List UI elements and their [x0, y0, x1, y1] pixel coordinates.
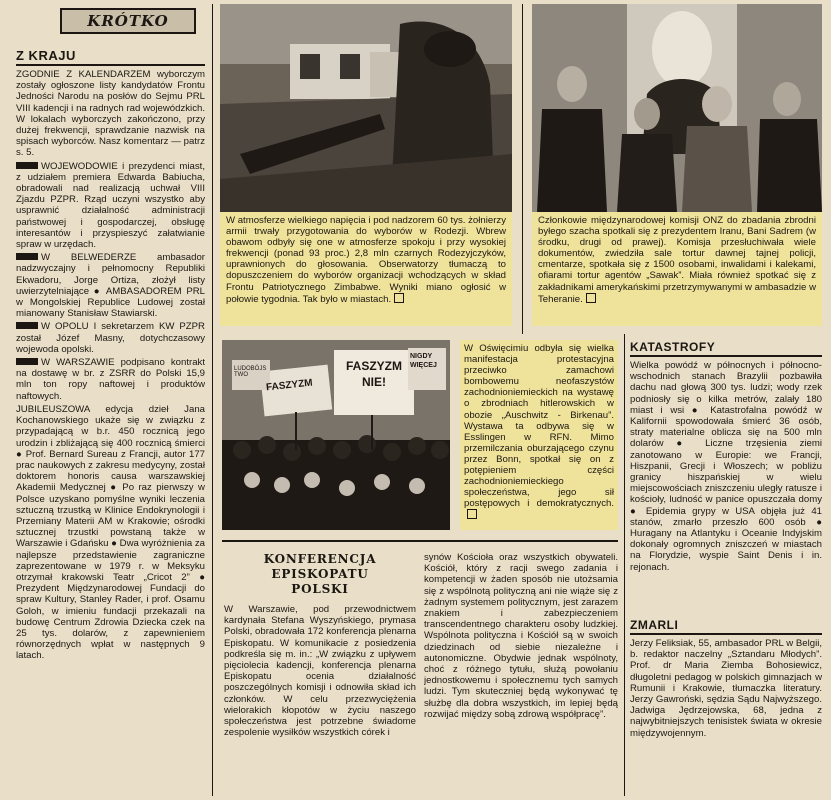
sign-faszyzm-1: FASZYZM	[265, 377, 314, 394]
caption-oswiecim-text: W Oświęcimiu odbyła się wielka manifestacja protestacyjna przeciwko zamachowi bombowemu neofaszystów zachodnioniemieckich na wystawę o zbrodniach hitlerowskich w obozie „Auschwitz - Birkenau”. Wystawa ta odbywa się w Esslingen w RFN. Mimo przemilczania oburzającego czynu przez Bonn, spotkał się on z potępieniem części zachodnioniemieckiego społeczeństwa, jego sił postępowych i demokratycznych.	[464, 343, 614, 510]
caption-onz	[532, 212, 822, 326]
header-box	[60, 8, 196, 34]
konferencja-title-2: EPISKOPATU	[271, 567, 369, 581]
z-kraju-heading: Z KRAJU	[16, 48, 205, 66]
column-divider	[212, 4, 213, 796]
column-divider	[522, 4, 523, 334]
konferencja-col2	[424, 552, 618, 796]
z-kraju-p2: WOJEWODOWIE i prezydenci miast, z udziałem premiera Edwarda Babiucha, obradowali nad realizacją uchwał VIII Zjazdu PZPR. Rząd uczyni wszystko aby usprawnić działalność administracji państwowej i gospodarczej, obsługę interesantów i przyspieszyć załatwianie spraw w urzędach.	[16, 160, 205, 251]
sign-ludobojstwo: LUDOBÓJSTWO	[234, 366, 267, 378]
caption-rhodesia-text: W atmosferze wielkiego napięcia i pod nadzorem 60 tys. żołnierzy armii trwały przygotowania do wyborów w Rodezji. Wbrew obawom odbyły się one w atmosferze spokoju i przy wysokiej frekwencji (ponad 93 proc.) 2,8 mln czarnych Rodezyjczyków, uprawnionych do głosowania. Obserwatorzy tłumaczą to dopuszczeniem do wyborów organizacji wchodzących w skład Frontu Patriotycznego Zimbabwe. Wyniki miano ogłosić w połowie tygodnia. Tak było w miastach.	[226, 215, 506, 305]
photo-iran	[532, 4, 822, 212]
photo-rhodesia-image	[220, 4, 512, 212]
z-kraju-p4: W OPOLU I sekretarzem KW PZPR został Józef Masny, dotychczasowy wojewoda opolski.	[16, 321, 205, 355]
caption-oswiecim	[460, 340, 618, 530]
zmarli-text: Jerzy Feliksiak, 55, ambasador PRL w Belgii, b. redaktor naczelny „Sztandaru Młodych”. Prof. dr Maria Ziemba Bohosiewicz, długoletni pedagog w polskich gimnazjach w Rumunii i Krakowie, tłumaczka literatury. Jerzy Gawroński, sędzia Sądu Najwyższego. Jadwiga Jędrzejowska, 68, jedna z najwybitniejszych tenisistek świata w okresie międzywojennym.	[630, 638, 822, 739]
z-kraju-p1: ZGODNIE Z KALENDARZEM wyborczym zostały ogłoszone listy kandydatów Frontu Jedności Narodu na posłów do Sejmu PRL VIII kadencji i na radnych rad wojewódzkich. W lokalach wyborczych zakończono, przy dużej frekwencji, sprawdzanie nazwisk na spisach wyborców. Nasz komentarz — patrz s. 5.	[16, 69, 205, 159]
sign-faszyzm-2	[336, 358, 412, 390]
header-title: KRÓTKO	[87, 12, 169, 30]
z-kraju-p6: JUBILEUSZOWA edycja dzieł Jana Kochanowskiego ukaże się w związku z przypadającą w b.r. 450 rocznicą jego urodzin i zbliżającą się 400 rocznicą śmierci ● Prof. Bernard Sureau z Francji, autor 177 prac naukowych z zakresu medycyny, został doktorem honoris causa warszawskiej Akademii Medycznej ● Po raz pierwszy w Polsce uzyskano pomyślne wyniki leczenia sztuczną trzustką w Klinice Endokrynologii i Przemiany Materii AM w Krakowie; ośrodki sztucznej trzustki powstaną także w Warszawie i Gdańsku ● Dwa wyróżnienia za najlepsze przedstawienie zagraniczne zaprezentowane w 1979 r. w Meksyku otrzymał krakowski Teatr „Cricot 2” ● Prezydent Międzynarodowej Fundacji do spraw Kultury, Stanley Rader, i prof. Osamu Goloh, w imieniu fundacji przekazali na budowę Centrum Zdrowia Dziecka czek na 25 tys. dolarów, z zapewnieniem równorzędnych wpłat w następnych 9 latach.	[16, 403, 205, 662]
katastrofy-heading: KATASTROFY	[630, 340, 822, 357]
bullet-mark	[16, 162, 38, 169]
z-kraju-p5: W WARSZAWIE podpisano kontrakt na dostawę w br. z ZSRR do Polski 15,9 mln ton ropy naftowej i produktów naftowych.	[16, 357, 205, 402]
zmarli-body	[630, 638, 822, 796]
zmarli-section	[630, 618, 822, 796]
photo-iran-image	[532, 4, 822, 212]
z-kraju-body	[16, 69, 205, 795]
sign-nigdy: NIGDY WIĘCEJ	[410, 353, 437, 369]
column-divider	[624, 334, 625, 796]
konferencja-title-1: KONFERENCJA	[263, 552, 377, 566]
end-square	[394, 293, 404, 303]
z-kraju-section	[16, 48, 205, 796]
katastrofy-body	[630, 360, 822, 612]
sign-faszyzm-2-text: FASZYZM NIE!	[346, 359, 402, 389]
konferencja-col2-text: synów Kościoła oraz wszystkich obywateli. Kościół, który z racji swego zadania i kompetencji w żaden sposób nie utożsamia się z wspólnotą polityczną ani nie wiąże się z żadnym systemem politycznym, jest zarazem znakiem i zabezpieczeniem transcendentnego charakteru osoby ludzkiej. Wspólnota polityczna i Kościół są w swoich dziedzinach od siebie niezależne i autonomiczne. Obydwie jednak wspólnoty, choć z różnego tytułu, służą powołaniu jednostkowemu i społecznemu tych samych ludzi. Tym skuteczniej będą wykonywać tę służbę dla dobra wszystkich, im lepiej będą rozwijać między sobą zdrową współpracę”.	[424, 552, 618, 720]
photo-rhodesia	[220, 4, 512, 212]
bullet-mark	[16, 253, 38, 260]
katastrofy-text: Wielka powódź w północnych i północno-wschodnich stanach Brazylii pozbawiła dachu nad głową 300 tys. ludzi; wody rzek podniosły się o kilka metrów, zalały 180 miast i wsi ● Katastrofalna powódź w Kalifornii spowodowała śmierć 36 osób, straty materialne oblicza się na 500 mln dolarów ● Liczne trzęsienia ziemi zanotowano w Europie: we Francji, Hiszpanii, Grecji i Włoszech; w pobliżu granicy hiszpańskiej w wielu miejscowościach zniszczeniu uległy ratusze i kościoły, ludność w panice opuszczała domy ● Epidemia grypy w USA objęła już 41 stanów, zmarło przeszło 600 osób ● Huragany na Atlantyku i Oceanie Indyjskim dokonały ogromnych zniszczeń w miastach na Florydzie, wyspie Saint Denis i in. rejonach.	[630, 360, 822, 573]
end-square	[586, 293, 596, 303]
bullet-mark	[16, 358, 38, 365]
caption-onz-text: Członkowie międzynarodowej komisji ONZ do zbadania zbrodni byłego szacha spotkali się z prezydentem Iranu, Bani Sadrem (w środku, drugi od prawej). Komisja przesłuchiwała wiele dokumentów, zwiedziła sale tortur dawnej tajnej policji, cmentarze, spotkała się z 1500 osobami, inwalidami i kalekami, ofiarami tortur agentów „Sawak”. Miała również spotkać się z zakładnikami amerykańskimi przetrzymywanymi w ambasadzie w Teheranie.	[538, 215, 816, 305]
z-kraju-p3: W BELWEDERZE ambasador nadzwyczajny i pełnomocny Republiki Ekwadoru, Jorge Ortiza, złożył listy uwierzytelniające ● AMBASADOREM PRL w Mongolskiej Republice Ludowej został mianowany Stanisław Stawiarski.	[16, 252, 205, 320]
end-square	[467, 509, 477, 519]
konferencja-col1	[224, 604, 416, 796]
konferencja-title	[224, 552, 416, 597]
section-divider	[222, 540, 618, 542]
zmarli-heading: ZMARLI	[630, 618, 822, 635]
katastrofy-section	[630, 340, 822, 612]
photo-protest	[222, 340, 450, 530]
konferencja-col1-text: W Warszawie, pod przewodnictwem kardynała Stefana Wyszyńskiego, prymasa Polski, obradowała 172 konferencja plenarna Episkopatu. W komunikacie z posiedzenia podkreśla się m. in.: „W związku z upływem pięciolecia kadencji, konferencja plenarna Episkopatu ocenia działalność poszczególnych komisji i odnowiła skład ich członków. W celu przezwyciężenia wielorakich kłopotów w życiu naszego społeczeństwa jest potrzebne świadome zespolenie wysiłków wszystkich córek i	[224, 604, 416, 739]
bullet-mark	[16, 322, 38, 329]
konferencja-title-3: POLSKI	[291, 582, 349, 596]
caption-rhodesia	[220, 212, 512, 326]
